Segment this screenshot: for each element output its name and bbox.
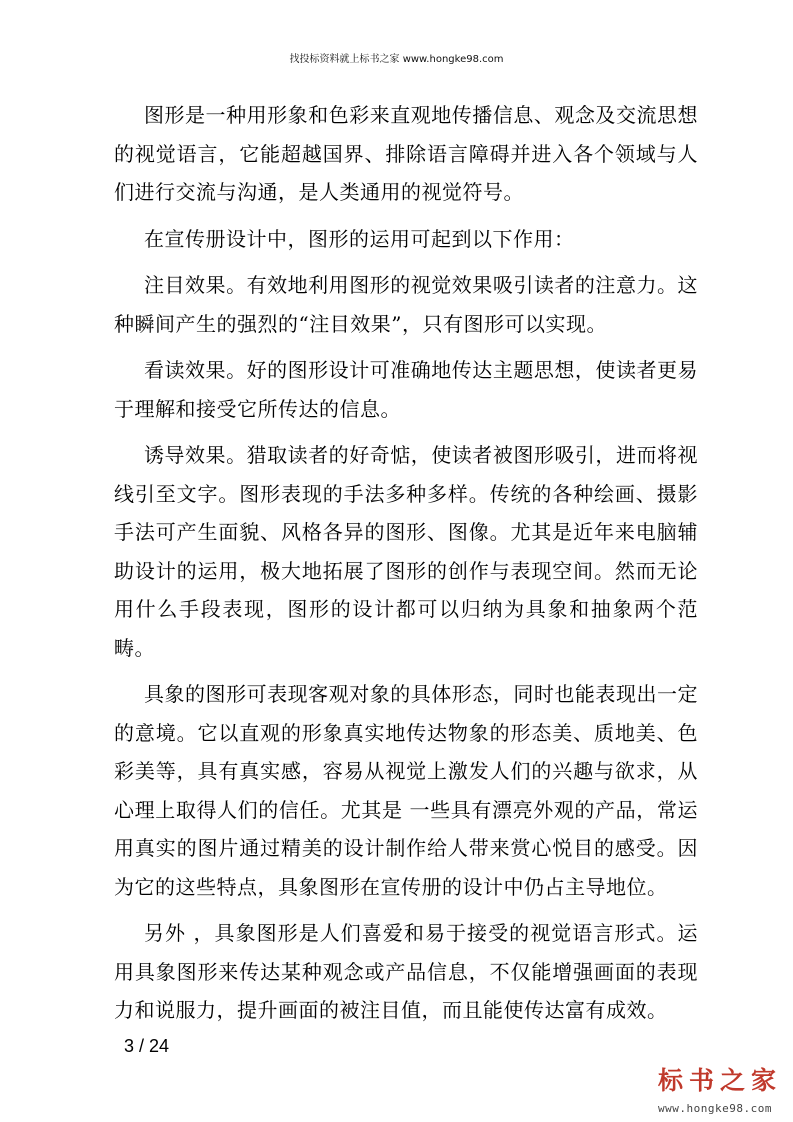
paragraph-1: 图形是一种用形象和色彩来直观地传播信息、观念及交流思想的视觉语言，它能超越国界、排除语言障碍并进入各个领域与人们进行交流与沟通，是人类通用的视觉符号。 — [114, 103, 698, 204]
document-body — [114, 96, 698, 1038]
page-number: 3 / 24 — [124, 1036, 170, 1056]
logo-title: 标书之家 — [658, 1066, 783, 1095]
paragraph-5: 诱导效果。猎取读者的好奇惦，使读者被图形吸引，进而将视线引至文字。图形表现的手法多种多样。传统的各种绘画、摄影手法可产生面貌、风格各异的图形、图像。尤其是近年来电脑辅助设计的运用，极大地拓展了图形的创作与表现空间。然而无论用什么手段表现，图形的设计都可以归纳为具象和抽象两个范畴。 — [114, 443, 698, 660]
paragraph-7: 另外 ，具象图形是人们喜爱和易于接受的视觉语言形式。运用具象图形来传达某种观念或产品信息，不仅能增强画面的表现力和说服力，提升画面的被注目值，而且能使传达富有成效。 — [114, 921, 698, 1022]
paragraph-4: 看读效果。好的图形设计可准确地传达主题思想，使读者更易于理解和接受它所传达的信息。 — [114, 358, 698, 421]
page-header: 找投标资料就上标书之家 www.hongke98.com — [289, 54, 504, 65]
logo-url: www.hongke98.com — [658, 1102, 772, 1115]
paragraph-6: 具象的图形可表现客观对象的具体形态，同时也能表现出一定的意境。它以直观的形象真实地传达物象的形态美、质地美、色彩美等，具有真实感，容易从视觉上激发人们的兴趣与欲求，从心理上取得人们的信任。尤其是 一些具有漂亮外观的产品，常运用真实的图片通过精美的设计制作给人带来赏心悦目的感受。因为它的这些特点，具象图形在宣传册的设计中仍占主导地位。 — [114, 682, 698, 899]
brand-logo — [640, 1066, 790, 1118]
paragraph-2: 在宣传册设计中，图形的运用可起到以下作用： — [144, 226, 575, 251]
paragraph-3: 注目效果。有效地利用图形的视觉效果吸引读者的注意力。这种瞬间产生的强烈的“注目效果”，只有图形可以实现。 — [114, 273, 698, 336]
